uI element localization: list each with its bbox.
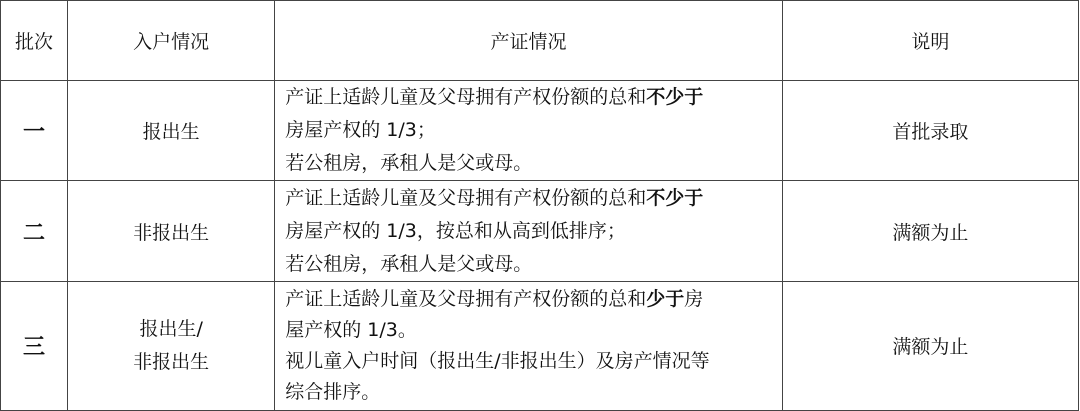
property-line: 产证上适龄儿童及父母拥有产权份额的总和少于房 <box>285 287 704 310</box>
property-cell <box>275 181 782 281</box>
household-line: 非报出生 <box>133 350 210 373</box>
property-line: 若公租房，承租人是父或母。 <box>285 152 533 175</box>
household-line: 报出生/ <box>139 317 203 340</box>
header-row <box>1 1 1079 81</box>
table-row <box>1 281 1079 410</box>
household-line: 非报出生 <box>133 221 210 244</box>
property-line: 综合排序。 <box>285 380 381 403</box>
batch-cell: 二 <box>1 181 68 281</box>
household-line: 报出生 <box>142 121 200 144</box>
property-line: 产证上适龄儿童及父母拥有产权份额的总和不少于 <box>285 86 704 109</box>
batch-cell: 一 <box>1 81 68 181</box>
household-cell <box>68 181 275 281</box>
header-household: 入户情况 <box>68 1 275 81</box>
property-line: 房屋产权的 1/3； <box>285 119 436 142</box>
header-batch: 批次 <box>1 1 68 81</box>
property-line: 视儿童入户时间（报出生/非报出生）及房产情况等 <box>285 349 710 372</box>
note-cell: 满额为止 <box>782 181 1078 281</box>
property-line: 房屋产权的 1/3，按总和从高到低排序； <box>285 219 626 242</box>
household-cell <box>68 81 275 181</box>
table-row <box>1 181 1079 281</box>
property-line: 产证上适龄儿童及父母拥有产权份额的总和不少于 <box>285 186 704 209</box>
batch-cell: 三 <box>1 281 68 410</box>
note-cell: 满额为止 <box>782 281 1078 410</box>
property-line: 若公租房，承租人是父或母。 <box>285 252 533 275</box>
table-row <box>1 81 1079 181</box>
property-line: 屋产权的 1/3。 <box>285 318 417 341</box>
note-cell: 首批录取 <box>782 81 1078 181</box>
header-property: 产证情况 <box>275 1 782 81</box>
property-cell <box>275 281 782 410</box>
header-note: 说明 <box>782 1 1078 81</box>
household-cell <box>68 281 275 410</box>
property-cell <box>275 81 782 181</box>
